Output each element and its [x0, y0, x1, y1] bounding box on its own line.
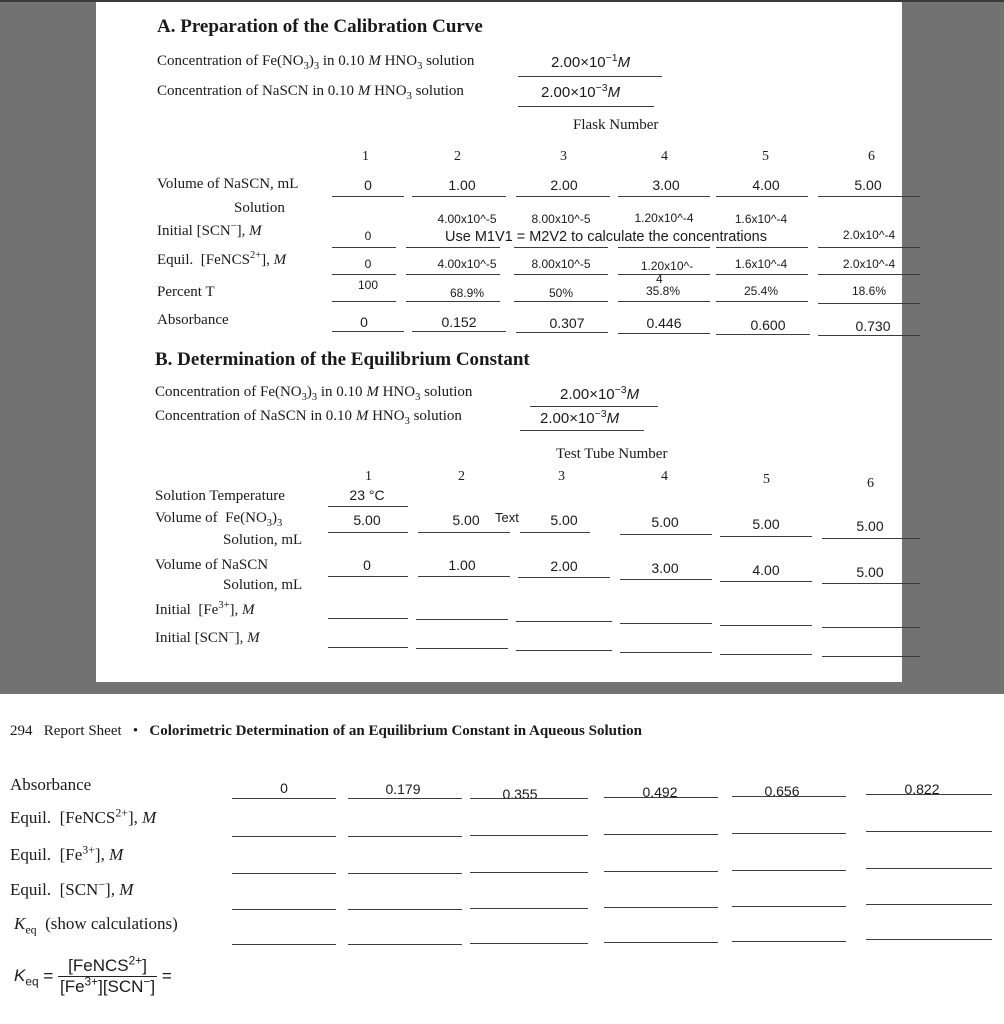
- report-title: Colorimetric Determination of an Equilibrium Constant in Aqueous Solution: [149, 723, 642, 739]
- underline: [818, 274, 920, 275]
- keq-denominator: $[Fe^{3+}][SCN^-]$: [59, 974, 156, 996]
- underline: [232, 798, 336, 799]
- equil-scn-blank[interactable]: [732, 906, 846, 907]
- volume-nascn-cell: 4.00: [752, 177, 780, 193]
- underline: [520, 430, 644, 431]
- underline: [618, 333, 710, 334]
- keq-fraction: [58, 953, 157, 997]
- volume-nascn-b-cell: 2.00: [550, 558, 578, 574]
- underline: [332, 274, 396, 275]
- underline: [518, 106, 654, 107]
- underline: [470, 798, 588, 799]
- flask-number: 3: [560, 149, 567, 164]
- bullet-separator: •: [132, 723, 139, 739]
- volume-nascn-b-cell: 4.00: [752, 562, 780, 578]
- absorbance-cell: 0.152: [441, 314, 477, 330]
- tube-number: 2: [458, 469, 465, 484]
- flask-number: 1: [362, 149, 369, 164]
- row-label-percent-t: Percent T: [157, 284, 215, 300]
- volume-nascn-cell: 2.00: [550, 177, 578, 193]
- volume-fe-cell: 5.00: [550, 512, 578, 528]
- underline: [412, 196, 506, 197]
- initial-scn-b-blank[interactable]: [516, 650, 612, 651]
- underline: [406, 274, 500, 275]
- underline: [518, 76, 662, 77]
- volume-nascn-b-cell: 0: [363, 557, 371, 573]
- equil-fencs-blank[interactable]: [604, 834, 718, 835]
- initial-scn-b-blank[interactable]: [328, 647, 408, 648]
- row-label-initial-scn-b: Initial [SCN−], M: [155, 628, 260, 646]
- underline: [516, 332, 608, 333]
- initial-scn-cell: 4.00x10^-5: [437, 212, 497, 226]
- absorbance-b-cell: 0.822: [904, 781, 940, 797]
- underline: [604, 797, 718, 798]
- equil-scn-blank[interactable]: [604, 907, 718, 908]
- underline: [866, 794, 992, 795]
- row-label-initial-scn: Initial [SCN−], M: [157, 221, 262, 239]
- underline: [328, 576, 408, 577]
- section-a-fe-conc-label: Concentration of $Fe(NO_3)_3$ in 0.10 M $HNO_3$ solution: [157, 53, 475, 72]
- underline: [406, 247, 500, 248]
- equil-fe-blank[interactable]: [348, 873, 462, 874]
- initial-fe-blank[interactable]: [720, 625, 812, 626]
- percent-t-cell: 35.8%: [645, 284, 681, 298]
- row-label-absorbance-b: Absorbance: [10, 775, 92, 794]
- underline: [332, 196, 404, 197]
- underline: [418, 576, 510, 577]
- row-label-absorbance: Absorbance: [157, 312, 229, 328]
- underline: [618, 196, 710, 197]
- row-label-volume-nascn-b: Volume of NaSCN: [155, 557, 269, 573]
- underline: [516, 196, 610, 197]
- row-label-volume-fe-unit: Solution, mL: [223, 532, 303, 548]
- test-tube-number-header: Test Tube Number: [556, 446, 668, 462]
- underline: [518, 577, 610, 578]
- equil-fencs-cell: 1.20x10^-: [640, 259, 694, 273]
- absorbance-b-cell: 0.355: [502, 786, 538, 802]
- absorbance-b-cell: 0.656: [764, 783, 800, 799]
- equil-fencs-cell: 8.00x10^-5: [531, 257, 591, 271]
- underline: [618, 301, 710, 302]
- keq-blank[interactable]: [604, 942, 718, 943]
- initial-scn-b-blank[interactable]: [822, 656, 920, 657]
- row-label-solution: Solution: [234, 200, 285, 216]
- underline: [818, 303, 920, 304]
- initial-scn-cell: 1.20x10^-4: [634, 211, 694, 225]
- row-label-equil-fencs-b: Equil. [FeNCS$^{2+}$], M: [10, 805, 157, 827]
- volume-nascn-cell: 1.00: [448, 177, 476, 193]
- section-b-nascn-conc-label: Concentration of NaSCN in 0.10 M $HNO_3$ solution: [155, 408, 462, 427]
- section-a-nascn-conc-label: Concentration of NaSCN in 0.10 M $HNO_3$ solution: [157, 83, 464, 102]
- volume-nascn-b-cell: 1.00: [448, 557, 476, 573]
- underline: [716, 274, 808, 275]
- equil-scn-blank[interactable]: [348, 909, 462, 910]
- underline: [412, 331, 506, 332]
- equil-fencs-blank[interactable]: [470, 835, 588, 836]
- underline: [514, 274, 608, 275]
- equil-fe-blank[interactable]: [866, 868, 992, 869]
- row-label-volume-fe: Volume of $Fe(NO_3)_3$: [155, 510, 283, 529]
- absorbance-cell: 0.730: [855, 318, 891, 334]
- underline: [716, 196, 808, 197]
- underline: [716, 301, 808, 302]
- underline: [720, 581, 812, 582]
- underline: [818, 247, 920, 248]
- initial-scn-b-blank[interactable]: [416, 648, 508, 649]
- absorbance-b-cell: 0: [280, 780, 288, 796]
- section-b-fe-conc-label: Concentration of $Fe(NO_3)_3$ in 0.10 M $HNO_3$ solution: [155, 384, 473, 403]
- equil-fe-blank[interactable]: [604, 871, 718, 872]
- underline: [620, 534, 712, 535]
- underline: [716, 334, 810, 335]
- keq-subscript: eq: [25, 974, 39, 989]
- equil-fencs-cell: 1.6x10^-4: [734, 257, 788, 271]
- m1v1-instruction-note: Use M1V1 = M2V2 to calculate the concentrations: [445, 229, 767, 245]
- volume-nascn-cell: 0: [364, 177, 372, 193]
- absorbance-b-cell: 0.179: [385, 781, 421, 797]
- row-label-volume-nascn: Volume of NaSCN, mL: [157, 176, 299, 192]
- volume-fe-cell: 5.00: [752, 516, 780, 532]
- underline: [818, 335, 920, 336]
- underline: [328, 532, 408, 533]
- flask-number: 4: [661, 149, 668, 164]
- equil-fe-blank[interactable]: [232, 873, 336, 874]
- section-a-nascn-conc-value: $2.00\times 10^{-3}M$: [541, 82, 621, 101]
- initial-scn-cell: 0: [364, 229, 372, 243]
- running-head-label: Report Sheet: [43, 723, 122, 739]
- section-a-fe-conc-value: $2.00\times 10^{-1}M$: [551, 52, 631, 71]
- document-page-bottom: [0, 694, 1004, 1024]
- underline: [818, 196, 920, 197]
- underline: [332, 247, 396, 248]
- equil-fencs-cell: 4.00x10^-5: [437, 257, 497, 271]
- volume-fe-cell: 5.00: [856, 518, 884, 534]
- row-label-volume-nascn-b-unit: Solution, mL: [223, 577, 303, 593]
- flask-number: 2: [454, 149, 461, 164]
- keq-blank[interactable]: [232, 944, 336, 945]
- volume-fe-cell: 5.00: [651, 514, 679, 530]
- keq-blank[interactable]: [732, 941, 846, 942]
- underline: [720, 536, 812, 537]
- initial-fe-blank[interactable]: [416, 619, 508, 620]
- equil-scn-blank[interactable]: [232, 909, 336, 910]
- section-a-title: A. Preparation of the Calibration Curve: [157, 16, 483, 37]
- initial-scn-b-blank[interactable]: [720, 654, 812, 655]
- tube-number: 6: [867, 476, 874, 491]
- row-label-temperature: Solution Temperature: [155, 488, 285, 504]
- percent-t-cell: 18.6%: [851, 284, 887, 298]
- keq-numerator: [FeNCS$^{2+}$]: [58, 956, 157, 977]
- equil-fe-blank[interactable]: [470, 872, 588, 873]
- keq-blank[interactable]: [470, 943, 588, 944]
- initial-scn-cell: 2.0x10^-4: [842, 228, 896, 242]
- flask-number: 5: [762, 149, 769, 164]
- underline: [514, 301, 608, 302]
- temperature-cell: 23 °C: [349, 487, 385, 503]
- document-page-top: [96, 2, 902, 682]
- absorbance-cell: 0.446: [646, 315, 682, 331]
- percent-t-cell: 25.4%: [743, 284, 779, 298]
- underline: [620, 579, 712, 580]
- flask-number-header: Flask Number: [573, 117, 659, 133]
- volume-nascn-b-cell: 5.00: [856, 564, 884, 580]
- row-label-equil-scn: Equil. [SCN−], M: [10, 877, 134, 899]
- initial-fe-blank[interactable]: [328, 618, 408, 619]
- tube-number: 4: [661, 469, 668, 484]
- row-label-keq: $K_{eq}$ (show calculations): [14, 914, 178, 937]
- percent-t-cell: 100: [357, 278, 379, 292]
- row-label-equil-fencs: Equil. [FeNCS$^{2+}$], M: [157, 250, 287, 268]
- underline: [418, 532, 510, 533]
- underline: [520, 532, 590, 533]
- page-number: 294: [10, 723, 33, 739]
- equil-fencs-cell: 0: [364, 257, 372, 271]
- equil-scn-blank[interactable]: [470, 908, 588, 909]
- initial-fe-blank[interactable]: [516, 621, 612, 622]
- volume-fe-cell: 5.00: [452, 512, 480, 528]
- keq-formula: $K_{eq}$ = $\frac{[FeNCS^{2+}]}{[Fe^{3+}][SCN^-]}$ =: [14, 953, 172, 996]
- keq-blank[interactable]: [348, 944, 462, 945]
- stray-text-label: Text: [495, 510, 519, 525]
- volume-nascn-cell: 3.00: [652, 177, 680, 193]
- equil-fencs-blank[interactable]: [348, 836, 462, 837]
- absorbance-cell: 0: [360, 314, 368, 330]
- initial-fe-blank[interactable]: [822, 627, 920, 628]
- equil-fencs-blank[interactable]: [866, 831, 992, 832]
- underline: [530, 406, 658, 407]
- row-label-equil-fe: Equil. $[Fe^{3+}]$, M: [10, 842, 124, 864]
- equil-fencs-overflow-digit: 4: [656, 272, 663, 286]
- tube-number: 3: [558, 469, 565, 484]
- equil-fencs-blank[interactable]: [232, 836, 336, 837]
- initial-scn-cell: 1.6x10^-4: [734, 212, 788, 226]
- volume-nascn-cell: 5.00: [854, 177, 882, 193]
- row-label-initial-fe: Initial $[Fe^{3+}]$, M: [155, 600, 255, 618]
- underline: [406, 301, 500, 302]
- underline: [618, 274, 710, 275]
- absorbance-cell: 0.600: [750, 317, 786, 333]
- keq-symbol: K: [14, 965, 26, 985]
- section-b-nascn-conc-value: $2.00\times 10^{-3}M$: [540, 408, 620, 427]
- running-head: [10, 723, 642, 740]
- flask-number: 6: [868, 149, 875, 164]
- initial-fe-blank[interactable]: [620, 623, 712, 624]
- tube-number: 5: [763, 472, 770, 487]
- underline: [732, 796, 846, 797]
- volume-fe-cell: 5.00: [353, 512, 381, 528]
- section-b-title: B. Determination of the Equilibrium Constant: [155, 349, 530, 370]
- percent-t-cell: 50%: [548, 286, 574, 300]
- underline: [348, 798, 462, 799]
- equil-fencs-blank[interactable]: [732, 833, 846, 834]
- tube-number: 1: [365, 469, 372, 484]
- volume-nascn-b-cell: 3.00: [651, 560, 679, 576]
- equil-fencs-cell: 2.0x10^-4: [842, 257, 896, 271]
- section-b-fe-conc-value: $2.00\times 10^{-3}M$: [560, 384, 640, 403]
- underline: [332, 331, 404, 332]
- underline: [716, 247, 808, 248]
- initial-scn-b-blank[interactable]: [620, 652, 712, 653]
- underline: [822, 538, 920, 539]
- initial-scn-cell: 8.00x10^-5: [531, 212, 591, 226]
- underline: [332, 301, 396, 302]
- underline: [618, 247, 710, 248]
- absorbance-b-cell: 0.492: [642, 784, 678, 800]
- keq-blank[interactable]: [866, 939, 992, 940]
- absorbance-cell: 0.307: [549, 315, 585, 331]
- underline: [822, 583, 920, 584]
- equil-fe-blank[interactable]: [732, 870, 846, 871]
- equil-scn-blank[interactable]: [866, 904, 992, 905]
- percent-t-cell: 68.9%: [449, 286, 485, 300]
- underline: [328, 506, 408, 507]
- underline: [514, 247, 608, 248]
- keq-equals: =: [161, 966, 172, 986]
